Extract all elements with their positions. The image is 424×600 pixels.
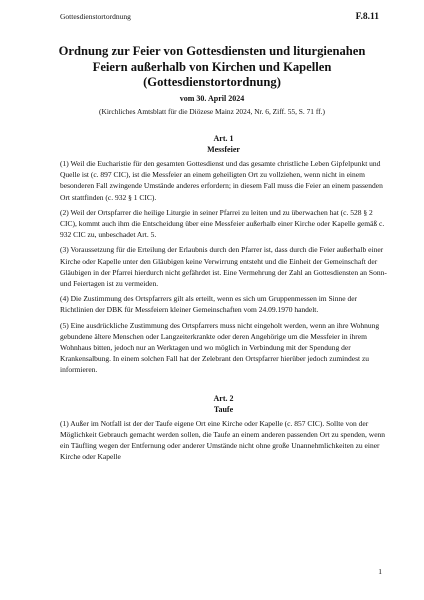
article-1-paragraph-4: (4) Die Zustimmung des Ortspfarrers gilt als erteilt, wenn es sich um Gruppenmessen im Sinne der Richtlinien der DBK für Messfeiern kleiner Gemeinschaften vom 24.09.1970 handelt. bbox=[60, 294, 358, 315]
document-source: (Kirchliches Amtsblatt für die Diözese Mainz 2024, Nr. 6, Ziff. 55, S. 71 ff.) bbox=[99, 106, 325, 116]
page-number: 1 bbox=[378, 567, 382, 576]
article-1-paragraph-3: (3) Voraussetzung für die Erteilung der Erlaubnis durch den Pfarrer ist, dass durch die Feier außerhalb einer Kirche oder Kapelle unter den Gläubigen keine Verwirrung entsteht und die Einheit der Gemeinschaft der Gläubigen in der Pfarrei hierdurch nicht gefährdet ist. Eine Vermehrung der Zahl an Gottesdiensten an Sonn- und Feiertagen ist zu vermeiden. bbox=[60, 245, 387, 289]
document-date: vom 30. April 2024 bbox=[179, 93, 245, 103]
document-title-line-2: Feiern außerhalb von Kirchen und Kapellen bbox=[92, 59, 332, 74]
document-title-line-3: (Gottesdienstortordnung) bbox=[143, 75, 281, 89]
article-spacer bbox=[60, 380, 387, 393]
article-1-number: Art. 1 bbox=[213, 134, 234, 143]
document-title-block bbox=[50, 44, 374, 117]
document-title-line-1: Ordnung zur Feier von Gottesdiensten und liturgienahen bbox=[58, 44, 366, 58]
article-1-paragraph-2: (2) Weil der Ortspfarrer die heilige Liturgie in seiner Pfarrei zu leiten und zu überwachen hat (c. 528 § 2 CIC), kommt auch ihm die Entscheidung über eine Messfeier außerhalb einer Kirche oder Kapelle gemäß c. 932 CIC zu, unbeschadet Art. 5. bbox=[60, 207, 385, 240]
running-head bbox=[60, 12, 379, 22]
article-1-paragraph-5: (5) Eine ausdrückliche Zustimmung des Ortspfarrers muss nicht eingeholt werden, wenn an ihre Wohnung gebundene ältere Menschen oder Langzeiterkrankte oder deren Angehörige um die Messfeier in ihrem Wohnhaus bitten, jedoch nur an Werktagen und wo möglich in Verbindung mit der Spendung der Krankensalbung. In einem solchen Fall hat der Zelebrant den Ortspfarrer hierüber jedoch zumindest zu informieren. bbox=[60, 320, 380, 375]
article-2-heading: Taufe bbox=[213, 404, 234, 414]
running-head-code: F.8.11 bbox=[355, 12, 379, 22]
article-1-paragraph-1: (1) Weil die Eucharistie für den gesamten Gottesdienst und das gesamte christliche Leben Gipfelpunkt und Quelle ist (c. 897 CIC), ist die Messfeier an einem geheiligten Ort zu vollziehen, wenn nicht in einem besonderen Fall zwingende Umstände anderes erfordern; in diesem Fall muss die Feier an einem passenden Ort stattfinden (c. 932 § 1 CIC). bbox=[60, 159, 383, 202]
article-2-paragraph-1: (1) Außer im Notfall ist der der Taufe eigene Ort eine Kirche oder Kapelle (c. 857 CIC). Sollte von der Möglichkeit Gebrauch gemacht werden sollen, die Taufe an einem anderen passenden Ort zu spenden, wenn ein Täufling wegen der Entfernung oder anderer Umstände nicht ohne große Unannehmlichkeiten zu einer Kirche oder Kapelle bbox=[60, 418, 386, 462]
running-head-title: Gottesdienstortordnung bbox=[60, 12, 131, 21]
article-2-number: Art. 2 bbox=[213, 393, 234, 403]
document-body bbox=[60, 133, 387, 466]
article-1-heading: Messfeier bbox=[207, 145, 240, 154]
